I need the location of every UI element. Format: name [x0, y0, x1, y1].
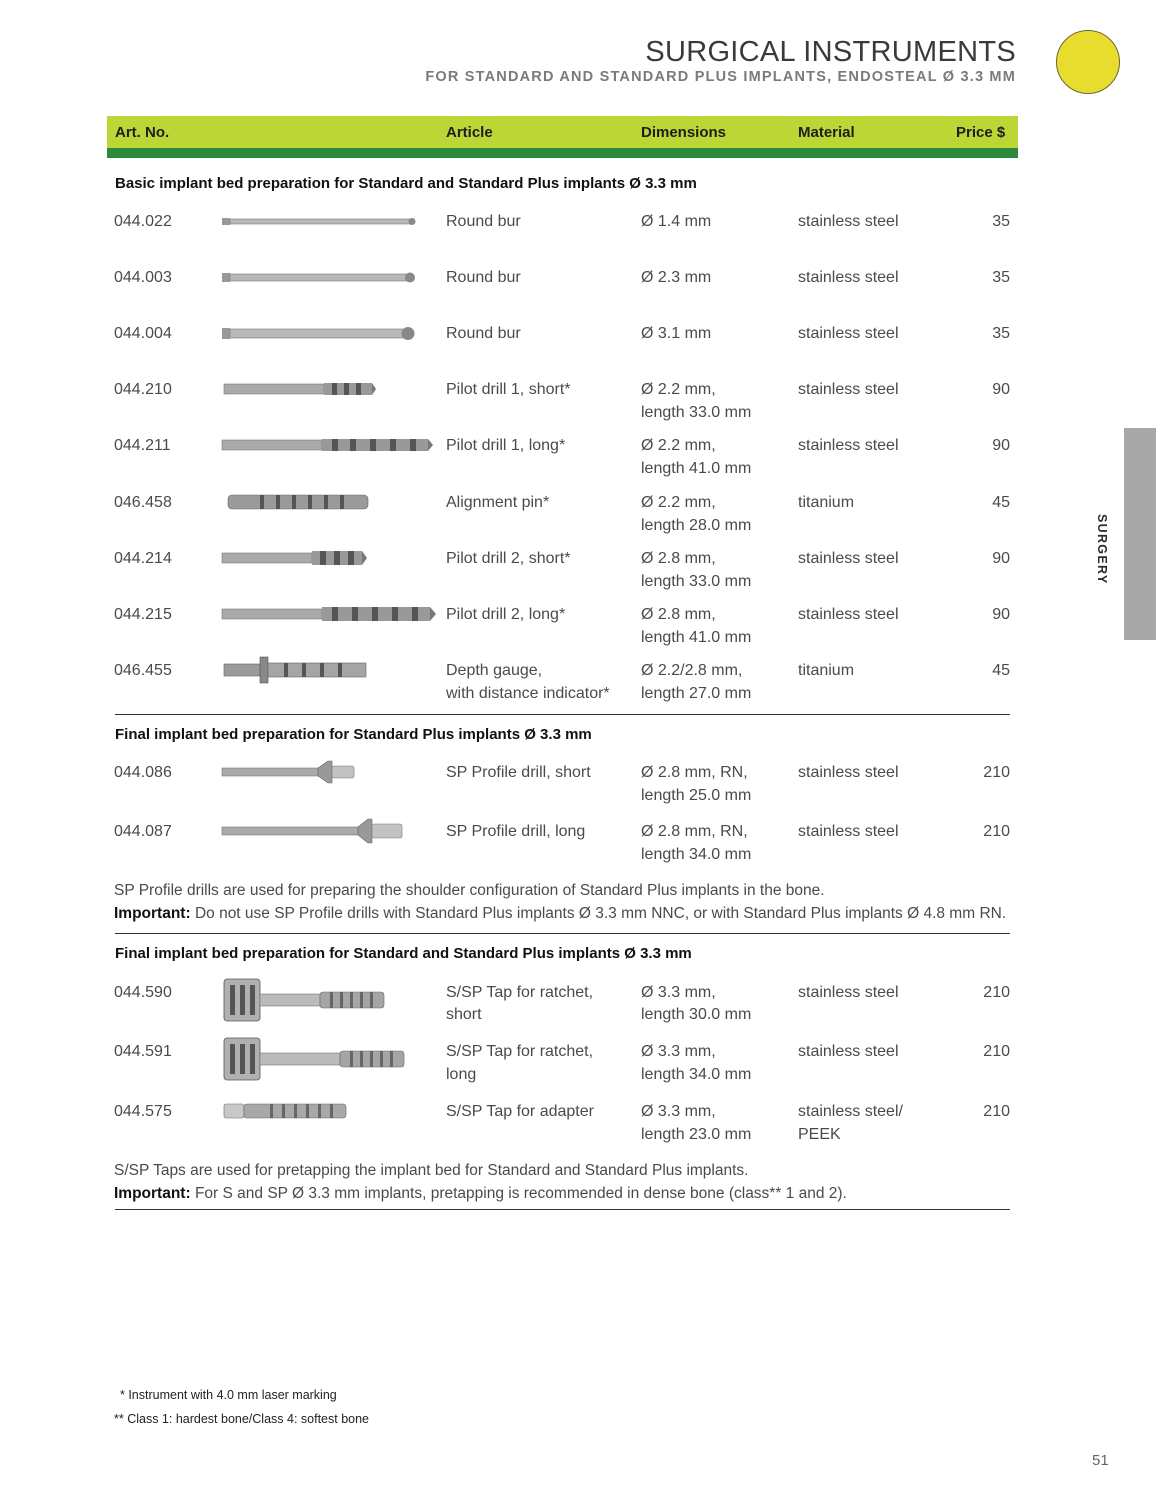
price: 90: [992, 381, 1010, 398]
material-line: stainless steel: [798, 823, 899, 840]
article-line: S/SP Tap for ratchet,: [446, 984, 594, 1001]
dimensions-line: Ø 2.8 mm, RN,: [641, 764, 748, 781]
note-important: [114, 1182, 847, 1205]
article-line: Alignment pin*: [446, 494, 550, 511]
table-row: [0, 1100, 1156, 1152]
table-row: [0, 434, 1156, 486]
yellow-circle-icon: [1056, 30, 1120, 94]
table-row: [0, 547, 1156, 599]
important-text: Do not use SP Profile drills with Standard Plus implants Ø 3.3 mm NNC, or with Standard Plus implants Ø 4.8 mm RN.: [190, 905, 1007, 922]
page-subtitle: FOR STANDARD AND STANDARD PLUS IMPLANTS, ENDOSTEAL Ø 3.3 MM: [425, 69, 1016, 85]
art-no: 044.214: [114, 550, 172, 567]
price: 210: [983, 823, 1010, 840]
table-row: [0, 981, 1156, 1033]
dimensions-line: Ø 2.8 mm,: [641, 550, 716, 567]
material-line: stainless steel: [798, 269, 899, 286]
round-bur-medium-icon: [220, 260, 438, 294]
price: 90: [992, 606, 1010, 623]
dimensions-line: length 34.0 mm: [641, 1066, 752, 1083]
dimensions-line: length 33.0 mm: [641, 404, 752, 421]
dimensions-line: length 34.0 mm: [641, 846, 752, 863]
material-line: stainless steel: [798, 1043, 899, 1060]
price: 35: [992, 269, 1010, 286]
dimensions-line: length 33.0 mm: [641, 573, 752, 590]
dimensions-line: length 41.0 mm: [641, 629, 752, 646]
pilot-drill-short-icon: [220, 372, 438, 406]
art-no: 044.575: [114, 1103, 172, 1120]
dimensions-line: Ø 2.2/2.8 mm,: [641, 662, 743, 679]
divider: [115, 1209, 1010, 1210]
table-row: [0, 603, 1156, 655]
dimensions-line: Ø 2.8 mm,: [641, 606, 716, 623]
note-line: SP Profile drills are used for preparing the shoulder configuration of Standard Plus implants in the bone.: [114, 882, 825, 899]
article-line: S/SP Tap for ratchet,: [446, 1043, 594, 1060]
table-row: [0, 210, 1156, 262]
article-line: S/SP Tap for adapter: [446, 1103, 594, 1120]
divider: [115, 933, 1010, 934]
section-title-taps: Final implant bed preparation for Standard and Standard Plus implants Ø 3.3 mm: [115, 945, 692, 962]
table-row: [0, 322, 1156, 374]
dimensions-line: Ø 3.3 mm,: [641, 1103, 716, 1120]
art-no: 044.210: [114, 381, 172, 398]
article-line: SP Profile drill, short: [446, 764, 591, 781]
pilot-drill-2-short-icon: [220, 541, 438, 575]
price: 35: [992, 325, 1010, 342]
price: 35: [992, 213, 1010, 230]
dimensions-line: Ø 3.1 mm: [641, 325, 712, 342]
alignment-pin-icon: [220, 485, 438, 519]
price: 45: [992, 494, 1010, 511]
page-number: 51: [1092, 1452, 1109, 1469]
dimensions-line: Ø 2.8 mm, RN,: [641, 823, 748, 840]
side-tab-label: SURGERY: [1095, 514, 1109, 585]
header-price: Price $: [956, 124, 1006, 141]
material-line: PEEK: [798, 1126, 841, 1143]
article-line: Pilot drill 1, short*: [446, 381, 571, 398]
important-label: Important:: [114, 905, 191, 922]
tap-ratchet-short-icon: [220, 975, 438, 1025]
material-line: stainless steel: [798, 550, 899, 567]
dimensions-line: Ø 2.2 mm,: [641, 437, 716, 454]
dimensions-line: Ø 3.3 mm,: [641, 1043, 716, 1060]
dimensions-line: Ø 1.4 mm: [641, 213, 712, 230]
article-line: Round bur: [446, 269, 521, 286]
price: 45: [992, 662, 1010, 679]
dimensions-line: length 28.0 mm: [641, 517, 752, 534]
material-line: stainless steel: [798, 984, 899, 1001]
art-no: 044.086: [114, 764, 172, 781]
pilot-drill-2-long-icon: [220, 597, 438, 631]
header-article: Article: [446, 124, 493, 141]
material-line: stainless steel/: [798, 1103, 903, 1120]
table-header-stripe: [107, 148, 1018, 158]
art-no: 044.022: [114, 213, 172, 230]
footnote: ** Class 1: hardest bone/Class 4: softest bone: [114, 1412, 370, 1426]
table-row: [0, 820, 1156, 872]
table-row: [0, 1040, 1156, 1092]
tap-adapter-icon: [220, 1094, 438, 1128]
page-title: SURGICAL INSTRUMENTS: [645, 36, 1016, 68]
dimensions-line: length 27.0 mm: [641, 685, 752, 702]
header-art-no: Art. No.: [115, 124, 170, 141]
dimensions-line: Ø 3.3 mm,: [641, 984, 716, 1001]
article-line: Pilot drill 2, long*: [446, 606, 566, 623]
pilot-drill-long-icon: [220, 428, 438, 462]
article-line: Pilot drill 2, short*: [446, 550, 571, 567]
art-no: 044.215: [114, 606, 172, 623]
material-line: stainless steel: [798, 213, 899, 230]
article-line: with distance indicator*: [446, 685, 610, 702]
dimensions-line: length 25.0 mm: [641, 787, 752, 804]
art-no: 044.087: [114, 823, 172, 840]
divider: [115, 714, 1010, 715]
table-row: [0, 659, 1156, 711]
sp-profile-drill-long-icon: [220, 814, 438, 848]
dimensions-line: Ø 2.3 mm: [641, 269, 712, 286]
section-title-basic: Basic implant bed preparation for Standard and Standard Plus implants Ø 3.3 mm: [115, 175, 697, 192]
note-important: [114, 902, 1006, 925]
table-header-bar: [107, 116, 1018, 148]
article-line: long: [446, 1066, 477, 1083]
art-no: 044.211: [114, 437, 171, 454]
note-line: S/SP Taps are used for pretapping the implant bed for Standard and Standard Plus implants.: [114, 1162, 749, 1179]
tap-ratchet-long-icon: [220, 1034, 438, 1084]
round-bur-large-icon: [220, 316, 438, 350]
depth-gauge-icon: [220, 653, 438, 687]
article-line: SP Profile drill, long: [446, 823, 586, 840]
round-bur-small-icon: [220, 204, 438, 238]
sp-profile-drill-short-icon: [220, 755, 438, 789]
art-no: 044.003: [114, 269, 172, 286]
art-no: 046.455: [114, 662, 172, 679]
table-row: [0, 761, 1156, 813]
dimensions-line: Ø 2.2 mm,: [641, 381, 716, 398]
material-line: stainless steel: [798, 381, 899, 398]
article-line: Round bur: [446, 213, 521, 230]
material-line: stainless steel: [798, 764, 899, 781]
material-line: titanium: [798, 494, 855, 511]
art-no: 044.004: [114, 325, 172, 342]
art-no: 044.591: [114, 1043, 172, 1060]
important-label: Important:: [114, 1185, 191, 1202]
art-no: 046.458: [114, 494, 172, 511]
dimensions-line: length 30.0 mm: [641, 1006, 752, 1023]
article-line: Pilot drill 1, long*: [446, 437, 566, 454]
article-line: short: [446, 1006, 482, 1023]
material-line: stainless steel: [798, 437, 899, 454]
price: 210: [983, 1103, 1010, 1120]
price: 210: [983, 764, 1010, 781]
article-line: Depth gauge,: [446, 662, 543, 679]
dimensions-line: length 23.0 mm: [641, 1126, 752, 1143]
footnote: * Instrument with 4.0 mm laser marking: [120, 1388, 337, 1402]
header-dimensions: Dimensions: [641, 124, 727, 141]
header-material: Material: [798, 124, 855, 141]
table-row: [0, 491, 1156, 543]
table-row: [0, 266, 1156, 318]
section-title-sp: Final implant bed preparation for Standard Plus implants Ø 3.3 mm: [115, 726, 592, 743]
art-no: 044.590: [114, 984, 172, 1001]
dimensions-line: length 41.0 mm: [641, 460, 752, 477]
important-text: For S and SP Ø 3.3 mm implants, pretapping is recommended in dense bone (class** 1 and 2).: [190, 1185, 847, 1202]
price: 210: [983, 984, 1010, 1001]
article-line: Round bur: [446, 325, 521, 342]
price: 210: [983, 1043, 1010, 1060]
price: 90: [992, 437, 1010, 454]
material-line: stainless steel: [798, 325, 899, 342]
price: 90: [992, 550, 1010, 567]
dimensions-line: Ø 2.2 mm,: [641, 494, 716, 511]
material-line: titanium: [798, 662, 855, 679]
material-line: stainless steel: [798, 606, 899, 623]
table-row: [0, 378, 1156, 430]
